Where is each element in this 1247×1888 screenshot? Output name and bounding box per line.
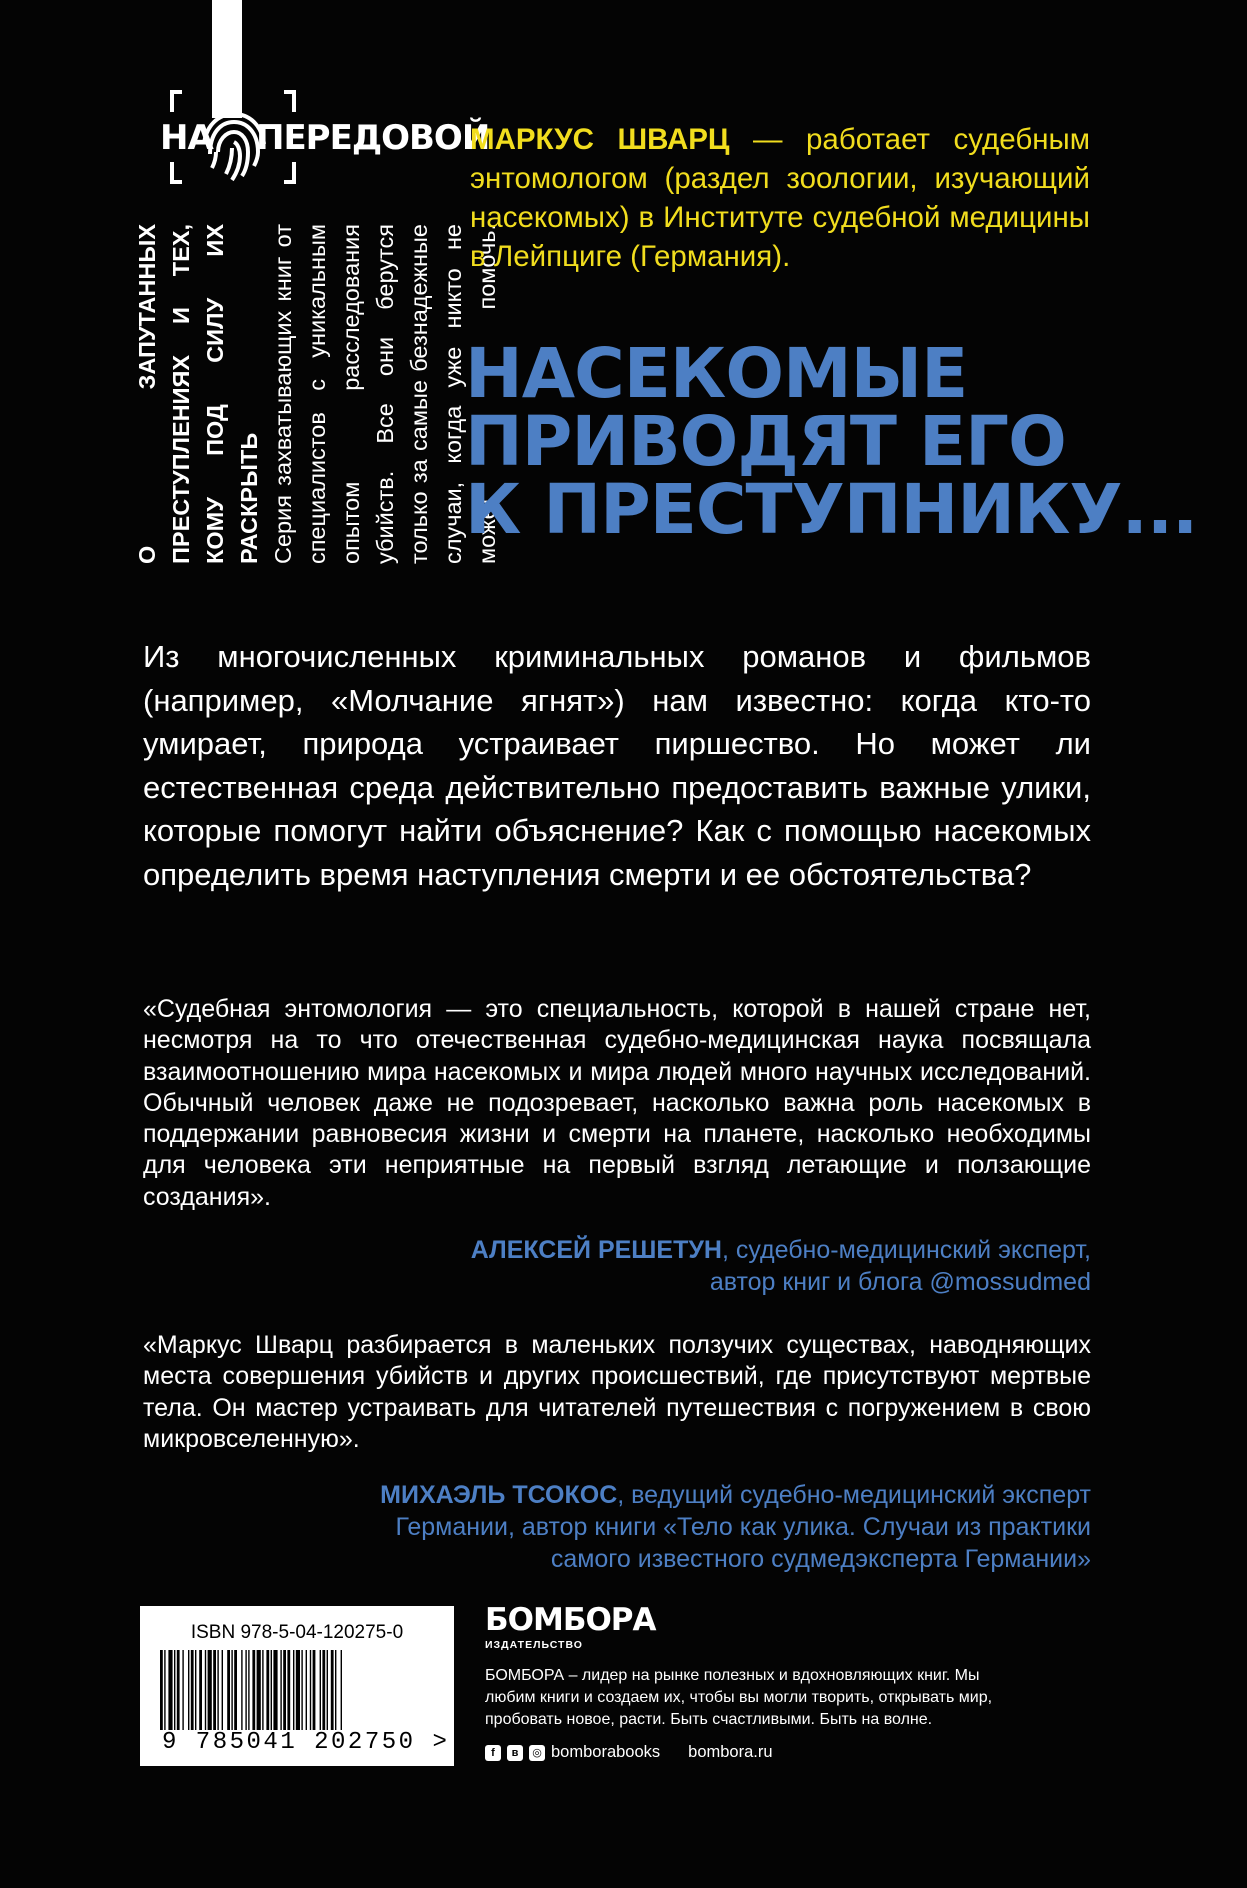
series-badge bbox=[160, 0, 490, 200]
series-description: Серия захватывающих книг от специалистов с уникальным опытом расследования убийств. Все они берутся только за самые безнадежные случаи, когда уже никто не может помочь. bbox=[270, 224, 500, 564]
publisher-block bbox=[485, 1604, 1045, 1762]
publisher-logo: БОМБОРА bbox=[485, 1602, 656, 1638]
review-attribution bbox=[143, 1479, 1091, 1575]
barcode-digits: 9 785041 202750 > bbox=[162, 1729, 450, 1756]
social-handle-link[interactable]: bomborabooks bbox=[551, 1743, 661, 1761]
reviewer-role: , ведущий судебно-медицинский эксперт bbox=[617, 1481, 1091, 1509]
review-attribution bbox=[143, 1234, 1091, 1298]
headline-line: НАСЕКОМЫЕ bbox=[465, 334, 968, 414]
author-bio: — работает судебным энтомологом (раздел зоологии, изучающий насекомых) в Институте судебной медицины в Лейпциге (Германия). bbox=[470, 123, 1091, 273]
barcode-icon bbox=[160, 1650, 434, 1730]
author-block bbox=[470, 120, 1090, 276]
isbn-text: ISBN 978-5-04-120275-0 bbox=[190, 1622, 404, 1643]
reviewer-role: самого известного судмедэксперта Германии» bbox=[550, 1545, 1091, 1573]
reviewer-name: МИХАЭЛЬ ТСОКОС bbox=[380, 1481, 618, 1509]
facebook-icon[interactable]: f bbox=[485, 1745, 501, 1761]
intro-paragraph: Из многочисленных криминальных романов и фильмов (например, «Молчание ягнят») нам известно: когда кто-то умирает, природа устраивает пиршество. Но может ли естественная среда действительно предоставить важные улики, которые помогут найти объяснение? Как с помощью насекомых определить время наступления смерти и ее обстоятельства? bbox=[143, 639, 1091, 892]
review-quote: «Судебная энтомология — это специальность, которой в нашей стране нет, несмотря на то что отечественная судебно-медицинская наука посвящала взаимоотношению мира насекомых и мира людей много научных исследований. Обычный человек даже не подозревает, насколько важна роль насекомых в поддержании равновесия жизни и смерти на планете, насколько необходимы для человека эти неприятные на первый взгляд летающие и ползающие создания». bbox=[143, 995, 1091, 1211]
website-link[interactable]: bombora.ru bbox=[688, 1743, 773, 1761]
reviewer-role: Германии, автор книги «Тело как улика. Случаи из практики bbox=[395, 1513, 1091, 1541]
series-vertical-text bbox=[130, 224, 500, 564]
publisher-sub: ИЗДАТЕЛЬСТВО bbox=[485, 1639, 583, 1651]
reviewer-role: , судебно-медицинский эксперт, bbox=[721, 1236, 1091, 1264]
review-quote: «Маркус Шварц разбирается в маленьких ползучих существах, наводняющих места совершения убийств и других происшествий, где присутствуют мертвые тела. Он мастер устраивать для читателей путешествия с погружением в свою микровселенную». bbox=[143, 1331, 1091, 1453]
publisher-description: БОМБОРА – лидер на рынке полезных и вдохновляющих книг. Мы любим книги и создаем их, чтобы вы могли творить, открывать мир, пробовать новое, расти. Быть счастливыми. Быть на волне. bbox=[485, 1667, 993, 1728]
barcode-box bbox=[140, 1606, 454, 1766]
reviewer-name: АЛЕКСЕЙ РЕШЕТУН bbox=[470, 1236, 722, 1264]
vk-icon[interactable]: в bbox=[507, 1745, 523, 1761]
instagram-icon[interactable]: ◎ bbox=[529, 1745, 545, 1761]
headline bbox=[465, 334, 1198, 550]
series-label-left: НА bbox=[160, 118, 213, 158]
author-name: МАРКУС ШВАРЦ bbox=[470, 123, 730, 156]
headline-line: ПРИВОДЯТ ЕГО bbox=[465, 402, 1066, 482]
publisher-links bbox=[485, 1743, 1045, 1762]
series-tagline: О ЗАПУТАННЫХ ПРЕСТУПЛЕНИЯХ И ТЕХ, КОМУ ПОД СИЛУ ИХ РАСКРЫТЬ bbox=[134, 224, 262, 564]
series-label-right: ПЕРЕДОВОЙ bbox=[256, 118, 490, 158]
headline-line: К ПРЕСТУПНИКУ... bbox=[465, 470, 1198, 550]
reviewer-role: автор книг и блога @mossudmed bbox=[709, 1268, 1091, 1296]
